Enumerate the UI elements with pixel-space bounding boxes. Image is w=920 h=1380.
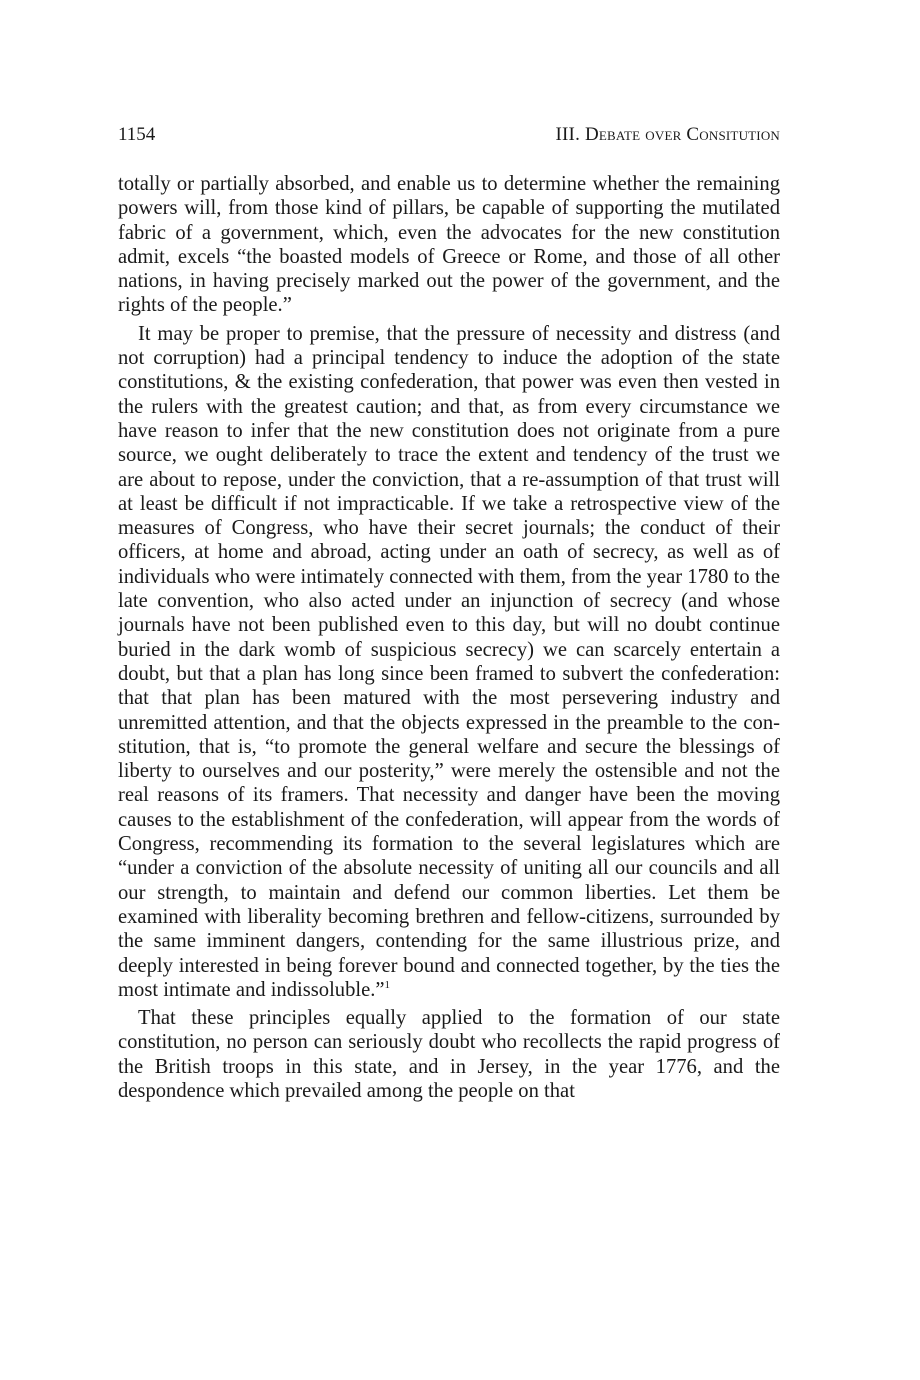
document-page [118,122,780,1103]
footnote-reference: 1 [384,978,391,991]
page-number: 1154 [118,124,156,145]
running-head [118,122,780,148]
paragraph-3: That these principles equally applied to the formation of our state constitution, no person can seriously doubt who recollects the rapid progress of the British troops in this state, and in Jersey, in the year 1776, and the despondence which prevailed among the people on that [118,1007,780,1102]
paragraph-2-text: It may be proper to premise, that the pressure of necessity and distress (and not corruption) had a principal tendency to induce the adoption of the state constitutions, & the existing confederation, that power was even then vested in the rulers with the greatest caution; and that, as from every circumstance we have reason to infer that the new constitution does not originate from a pure source, we ought deliberately to trace the extent and tendency of the trust we are about to repose, under the conviction, that a re-assumption of that trust will at least be difficult if not impracticable. If we take a retrospective view of the measures of Congress, who have their secret journals; the conduct of their officers, at home and abroad, acting under an oath of secrecy, as well as of individuals who were intimately connected with them, from the year 1780 to the late convention, who also acted under an injunction of secrecy (and whose journals have not been published even to this day, but will no doubt continue buried in the dark womb of suspicious secrecy) we can scarcely entertain a doubt, but that a plan has long since been framed to subvert the confederation: that that plan has been matured with the most persevering industry and unremitted attention, and that the objects expressed in the preamble to the constitution, that is, “to promote the general welfare and secure the blessings of liberty to ourselves and our posterity,” were merely the ostensible and not the real reasons of its framers. That necessity and danger have been the moving causes to the establishment of the confederation, will appear from the words of Congress, recommending its formation to the several legislatures which are “under a conviction of the absolute necessity of uniting all our councils and all our strength, to maintain and defend our common liberties. Let them be examined with liberality becoming brethren and fellow-citizens, surrounded by the same imminent dangers, contending for the same illustrious prize, and deeply interested in being forever bound and connected together, by the ties the most intimate and indissoluble.” [118,322,780,1001]
paragraph-2 [118,322,780,1002]
body-text [118,172,780,1103]
running-title: III. Debate over Consitution [555,124,780,145]
paragraph-1: totally or partially absorbed, and enable us to determine whether the remaining powers will, from those kind of pillars, be capable of supporting the mutilated fabric of a government, which, even the advocates for the new constitution admit, excels “the boasted models of Greece or Rome, and those of all other nations, in having precisely marked out the power of the government, and the rights of the people.” [118,173,780,317]
